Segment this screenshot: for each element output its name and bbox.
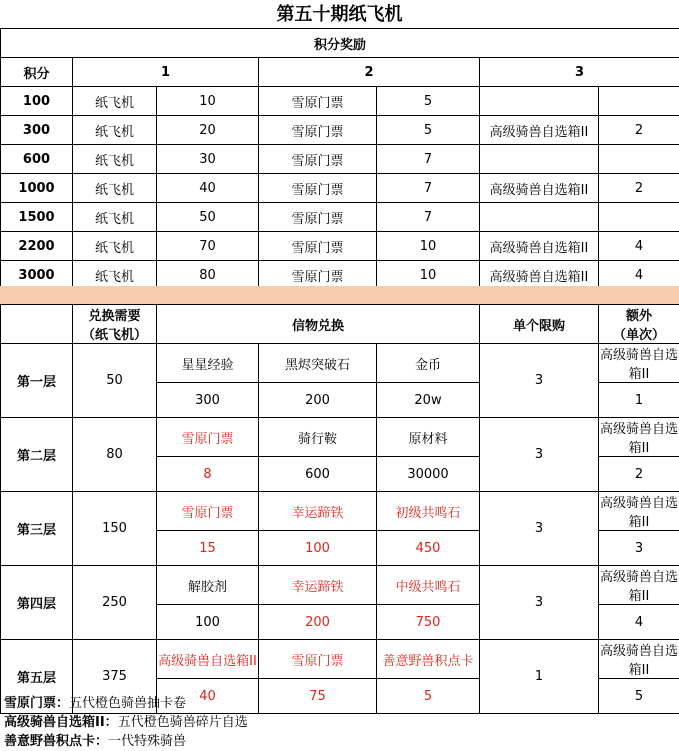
exchange-item-qty: 100 [157,605,259,640]
reward-qty: 50 [157,203,259,232]
points-value: 1500 [1,203,73,232]
reward-item: 纸飞机 [73,174,157,203]
reward-qty: 4 [599,261,679,290]
reward-qty: 40 [157,174,259,203]
table-row [1,203,679,232]
exchange-item-qty: 30000 [377,457,480,492]
floor-cost: 250 [73,566,157,640]
exchange-item-name: 善意野兽积点卡 [377,640,480,679]
reward-item: 纸飞机 [73,261,157,290]
points-value: 100 [1,87,73,116]
exchange-item-name: 雪原门票 [157,492,259,531]
col-header-extra [599,305,679,344]
exchange-item-qty: 200 [259,383,377,418]
floor-name: 第二层 [1,418,73,492]
reward-item: 纸飞机 [73,232,157,261]
reward-qty: 10 [157,87,259,116]
note-line [4,732,248,751]
reward-item: 高级骑兽自选箱II [480,174,599,203]
reward-qty: 7 [377,145,480,174]
reward-qty [599,87,679,116]
exchange-table [0,304,679,714]
extra-item-qty: 2 [599,457,679,492]
table-row [1,174,679,203]
extra-item-qty: 1 [599,383,679,418]
points-value: 1000 [1,174,73,203]
exchange-item-qty: 200 [259,605,377,640]
col-header-points: 积分 [1,58,73,87]
reward-qty [599,203,679,232]
points-reward-caption: 积分奖励 [1,29,679,58]
reward-qty: 70 [157,232,259,261]
extra-item-qty: 4 [599,605,679,640]
exchange-item-name: 幸运蹄铁 [259,566,377,605]
table-row [1,87,679,116]
notes-section [4,694,248,751]
reward-item: 纸飞机 [73,87,157,116]
points-value: 2200 [1,232,73,261]
table-row [1,116,679,145]
reward-qty: 2 [599,174,679,203]
note-term: 高级骑兽自选箱II： [4,715,118,730]
cost-header-line2: （纸飞机） [81,328,147,343]
table-row [1,492,679,531]
purchase-limit: 3 [480,492,599,566]
reward-item: 雪原门票 [259,261,377,290]
floor-name: 第五层 [1,640,73,714]
reward-qty: 10 [377,232,480,261]
col-header-limit: 单个限购 [480,305,599,344]
exchange-item-qty: 8 [157,457,259,492]
points-value: 300 [1,116,73,145]
reward-item: 雪原门票 [259,145,377,174]
exchange-item-name: 高级骑兽自选箱II [157,640,259,679]
table-row [1,566,679,605]
reward-qty [599,145,679,174]
note-term: 雪原门票： [4,696,70,711]
reward-qty: 7 [377,203,480,232]
reward-qty: 7 [377,174,480,203]
reward-item [480,203,599,232]
purchase-limit: 3 [480,566,599,640]
exchange-item-name: 雪原门票 [259,640,377,679]
purchase-limit: 3 [480,344,599,418]
reward-item: 纸飞机 [73,116,157,145]
exchange-item-qty: 20w [377,383,480,418]
table-row [1,145,679,174]
purchase-limit: 1 [480,640,599,714]
points-value: 3000 [1,261,73,290]
points-reward-table [0,28,679,290]
page-title: 第五十期纸飞机 [276,4,403,25]
extra-item-name: 高级骑兽自选箱II [599,418,679,457]
table-row [1,640,679,679]
note-line [4,713,248,732]
reward-qty: 30 [157,145,259,174]
floor-name: 第一层 [1,344,73,418]
exchange-item-qty: 40 [157,679,259,714]
extra-item-qty: 3 [599,531,679,566]
note-line [4,694,248,713]
reward-item: 高级骑兽自选箱II [480,116,599,145]
extra-item-name: 高级骑兽自选箱II [599,344,679,383]
reward-item: 雪原门票 [259,203,377,232]
reward-item: 雪原门票 [259,87,377,116]
exchange-item-name: 中级共鸣石 [377,566,480,605]
section-divider [0,286,679,304]
extra-item-name: 高级骑兽自选箱II [599,492,679,531]
note-description: 五代橙色骑兽碎片自选 [117,715,248,730]
reward-qty: 10 [377,261,480,290]
table-row [1,418,679,457]
note-description: 一代特殊骑兽 [108,734,187,749]
col-header-tier-3: 3 [480,58,679,87]
exchange-item-name: 雪原门票 [157,418,259,457]
exchange-item-name: 星星经验 [157,344,259,383]
note-term: 善意野兽积点卡： [4,734,109,749]
floor-name: 第四层 [1,566,73,640]
note-description: 五代橙色骑兽抽卡卷 [69,696,187,711]
table-row [1,344,679,383]
floor-cost: 150 [73,492,157,566]
col-header-blank [1,305,73,344]
exchange-item-name: 幸运蹄铁 [259,492,377,531]
exchange-item-name: 解胶剂 [157,566,259,605]
exchange-item-name: 骑行鞍 [259,418,377,457]
reward-item: 雪原门票 [259,174,377,203]
reward-qty: 5 [377,87,480,116]
col-header-cost [73,305,157,344]
extra-item-name: 高级骑兽自选箱II [599,640,679,679]
exchange-item-qty: 5 [377,679,480,714]
floor-cost: 80 [73,418,157,492]
reward-item: 纸飞机 [73,203,157,232]
cost-header-line1: 兑换需要 [88,309,141,324]
exchange-item-qty: 300 [157,383,259,418]
exchange-item-qty: 75 [259,679,377,714]
reward-qty: 4 [599,232,679,261]
floor-cost: 375 [73,640,157,714]
exchange-item-qty: 100 [259,531,377,566]
purchase-limit: 3 [480,418,599,492]
col-header-tier-2: 2 [259,58,480,87]
exchange-item-qty: 750 [377,605,480,640]
reward-item: 纸飞机 [73,145,157,174]
extra-item-qty: 5 [599,679,679,714]
floor-cost: 50 [73,344,157,418]
reward-qty: 80 [157,261,259,290]
table-row [1,232,679,261]
exchange-item-name: 原材料 [377,418,480,457]
points-value: 600 [1,145,73,174]
exchange-item-name: 黑烬突破石 [259,344,377,383]
reward-item: 高级骑兽自选箱II [480,232,599,261]
reward-item [480,145,599,174]
exchange-item-qty: 450 [377,531,480,566]
extra-item-name: 高级骑兽自选箱II [599,566,679,605]
col-header-items: 信物兑换 [157,305,480,344]
reward-qty: 2 [599,116,679,145]
extra-header-line1: 额外 [625,309,652,324]
reward-qty: 5 [377,116,480,145]
reward-item: 雪原门票 [259,116,377,145]
exchange-item-name: 金币 [377,344,480,383]
reward-item [480,87,599,116]
extra-header-line2: （单次） [612,328,665,343]
floor-name: 第三层 [1,492,73,566]
reward-qty: 20 [157,116,259,145]
reward-item: 高级骑兽自选箱II [480,261,599,290]
exchange-item-name: 初级共鸣石 [377,492,480,531]
exchange-item-qty: 600 [259,457,377,492]
exchange-item-qty: 15 [157,531,259,566]
col-header-tier-1: 1 [73,58,259,87]
reward-item: 雪原门票 [259,232,377,261]
